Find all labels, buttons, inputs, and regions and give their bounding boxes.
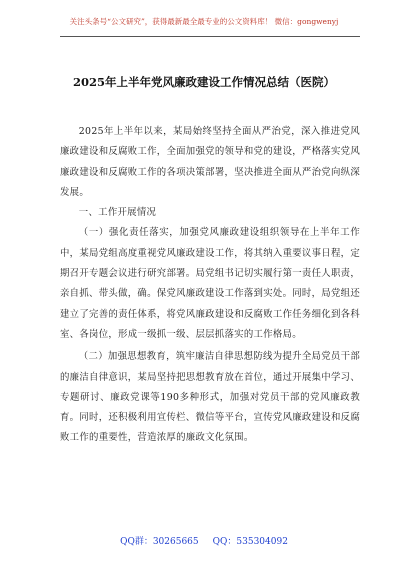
document-title: 2025年上半年党风廉政建设工作情况总结（医院）: [72, 75, 335, 89]
footer-qq-group: QQ群：30265665: [120, 537, 199, 547]
subsection-paragraph-2: （二）加强思想教育，筑牢廉洁自律思想防线为提升全局党员干部的廉洁自律意识，某局坚持把思想教育放在首位，通过开展集中学习、专题研讨、廉政党课等190多种形式，加强对党员干部的党风廉政教育。同时，还积极利用宣传栏、微信等平台，宣传党风廉政建设和反腐败工作的重要性，营造浓厚的廉政文化氛围。: [60, 351, 360, 444]
subsection-paragraph-1: （一）强化责任落实，加强党风廉政建设组织领导在上半年工作中，某局党组高度重视党风廉政建设工作，将其纳入重要议事日程，定期召开专题会议进行研究部署。局党组书记切实履行第一责任人职责，亲自抓、带头做，确。保党风廉政建设工作落到实处。同时，局党组还建立了完善的责任体系，将党风廉政建设和反腐败工作任务细化到各科室、各岗位，形成一级抓一级、层层抓落实的工作格局。: [60, 227, 360, 340]
intro-paragraph: 2025年上半年以来，某局始终坚持全面从严治党，深入推进党风廉政建设和反腐败工作，全面加强党的领导和党的建设，严格落实党风廉政建设和反腐败工作的各项决策部署，坚决推进全面从严治党向纵深发展。: [60, 126, 360, 198]
section-heading: 一、工作开展情况: [78, 207, 157, 219]
page-footer: [0, 534, 408, 547]
footer-qq: QQ：535304092: [212, 537, 288, 547]
page-header-banner: 关注头条号“公文研究”，获得最新最全最专业的公文资料库！ 微信：gongwenyj: [69, 17, 339, 26]
header-divider: [60, 36, 360, 37]
document-body: [60, 122, 360, 449]
